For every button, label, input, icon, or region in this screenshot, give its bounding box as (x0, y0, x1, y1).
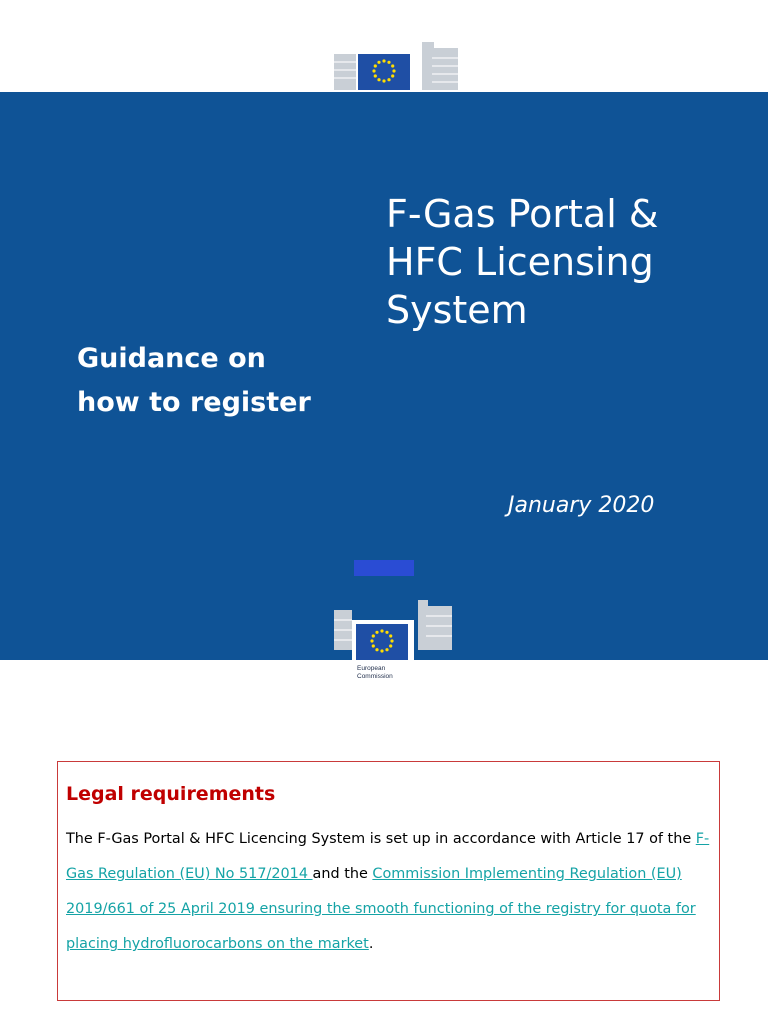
legal-intro: The F-Gas Portal & HFC Licencing System is set up in accordance with Article 17 of the (66, 831, 696, 847)
accent-bar (354, 560, 414, 576)
commission-implementing-regulation-link[interactable]: Commission Implementing Regulation (EU) 2019/661 of 25 April 2019 ensuring the smooth functioning of the registry for quota for placing hydrofluorocarbons on the market (66, 866, 696, 952)
legal-middle: and the (312, 866, 373, 882)
subtitle-line-1: Guidance on (77, 343, 266, 374)
title-line-2: HFC Licensing (386, 240, 654, 284)
legal-heading: Legal requirements (66, 783, 276, 805)
document-title (386, 190, 756, 334)
european-commission-logo-bottom (332, 600, 456, 684)
legal-end: . (368, 936, 374, 952)
document-subtitle (77, 337, 367, 425)
logo-line1: European (357, 665, 386, 672)
legal-requirements-box (57, 761, 720, 1001)
subtitle-line-2: how to register (77, 387, 311, 418)
f-gas-regulation-link[interactable]: F-Gas Regulation (EU) No 517/2014 (66, 831, 710, 882)
title-line-3: System (386, 288, 528, 332)
title-line-1: F-Gas Portal & (386, 192, 659, 236)
document-date: January 2020 (508, 493, 655, 518)
logo-line2: Commission (357, 673, 393, 680)
legal-body (66, 822, 711, 962)
